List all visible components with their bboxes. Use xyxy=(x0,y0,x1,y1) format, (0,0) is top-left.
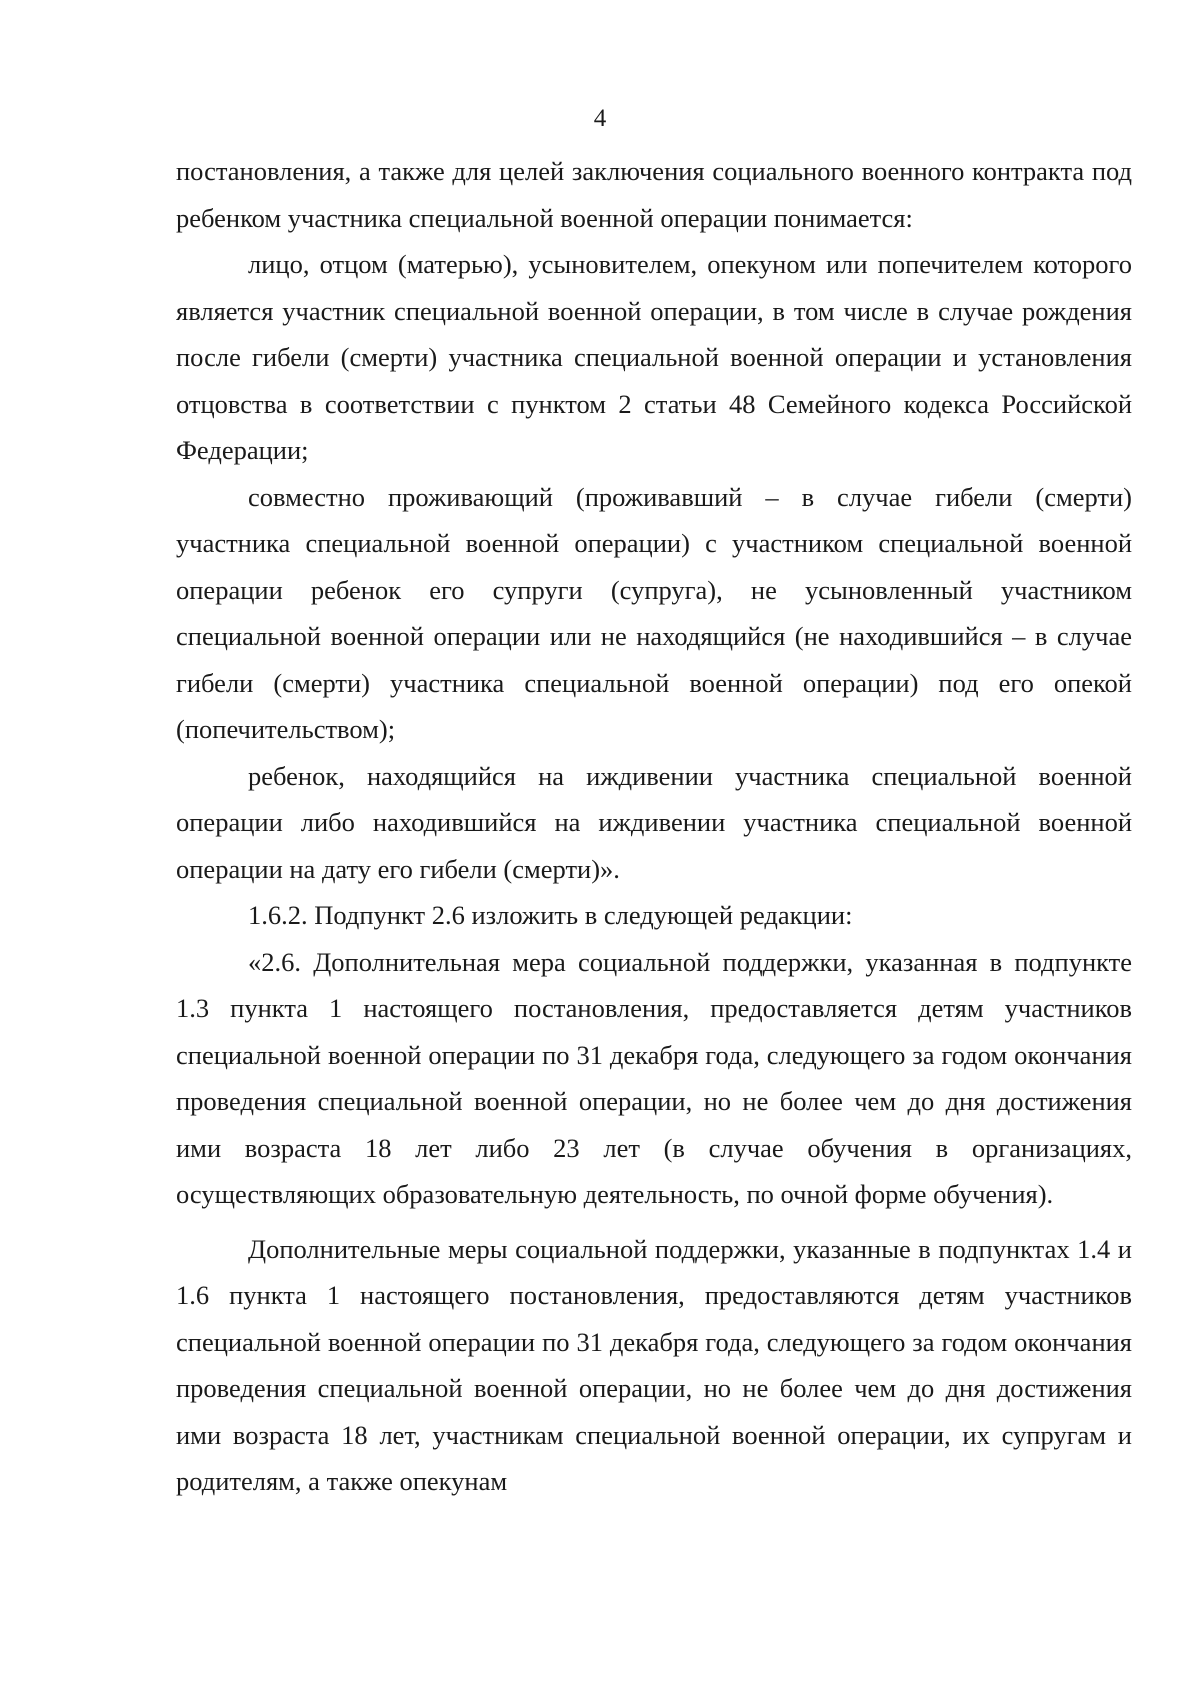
paragraph-definition-parent: лицо, отцом (матерью), усыновителем, опекуном или попечителем которого является участник специальной военной операции, в том числе в случае рождения после гибели (смерти) участника специальной военной операции и установления отцовства в соответствии с пунктом 2 статьи 48 Семейного кодекса Российской Федерации; xyxy=(176,249,1132,465)
paragraph-clause-2-6: «2.6. Дополнительная мера социальной поддержки, указанная в подпункте 1.3 пункта 1 настоящего постановления, предоставляется детям участников специальной военной операции по 31 декабря года, следующего за годом окончания проведения специальной военной операции, но не более чем до дня достижения ими возраста 18 лет либо 23 лет (в случае обучения в организациях, осуществляющих образовательную деятельность, по очной форме обучения). xyxy=(176,946,1132,1209)
paragraph-additional-measures: Дополнительные меры социальной поддержки, указанные в подпунктах 1.4 и 1.6 пункта 1 настоящего постановления, предоставляются детям участников специальной военной операции по 31 декабря года, следующего за годом окончания проведения специальной военной операции, но не более чем до дня достижения ими возраста 18 лет, участникам специальной военной операции, их супругам и родителям, а также опекунам xyxy=(176,1233,1132,1496)
paragraph-definition-dependent: ребенок, находящийся на иждивении участника специальной военной операции либо находившийся на иждивении участника специальной военной операции на дату его гибели (смерти)». xyxy=(176,760,1132,884)
paragraph-definition-intro: постановления, а также для целей заключения социального военного контракта под ребенком участника специальной военной операции понимается: xyxy=(176,156,1132,233)
page-number: 4 xyxy=(593,105,607,132)
paragraph-subclause-heading: 1.6.2. Подпункт 2.6 изложить в следующей редакции: xyxy=(248,900,853,930)
paragraph-definition-stepchild: совместно проживающий (проживавший – в случае гибели (смерти) участника специальной военной операции) с участником специальной военной операции ребенок его супруги (супруга), не усыновленный участником специальной военной операции или не находящийся (не находившийся – в случае гибели (смерти) участника специальной военной операции) под его опекой (попечительством); xyxy=(176,481,1132,744)
document-body xyxy=(176,148,1132,1505)
